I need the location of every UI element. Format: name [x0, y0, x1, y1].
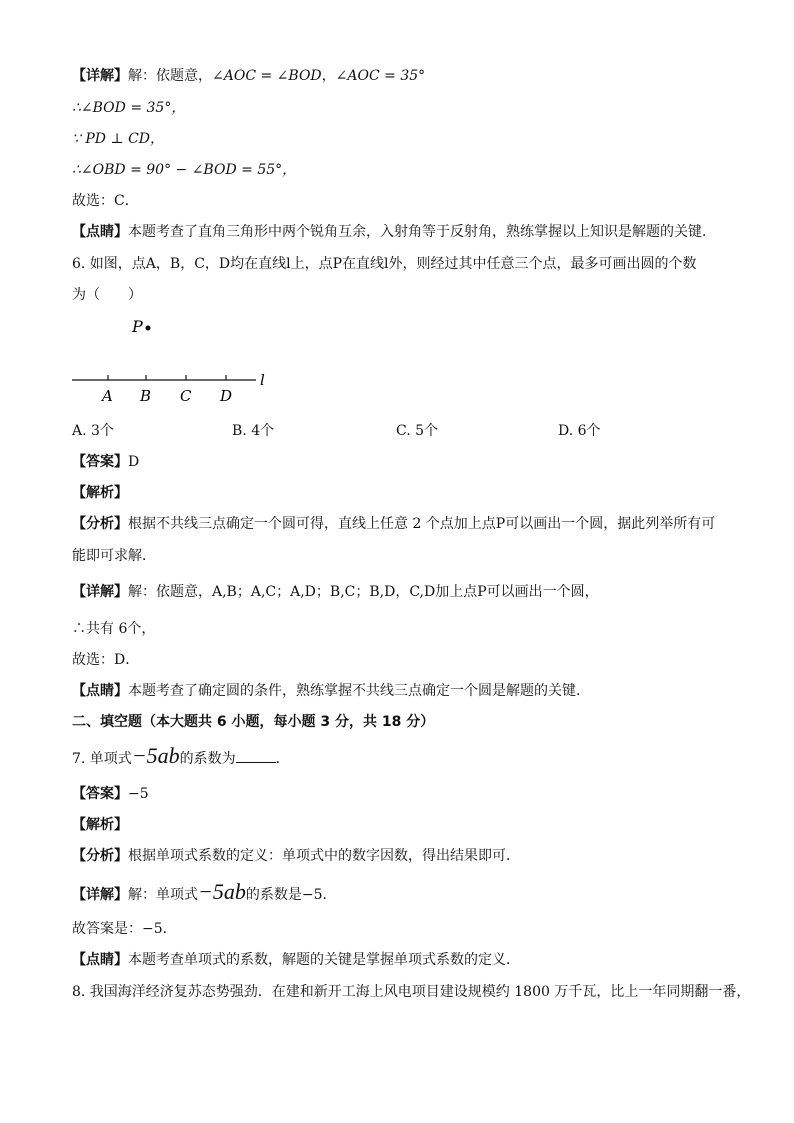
q6-choice: 故选：D．: [72, 652, 140, 668]
q8-stem-line-1: 8. 我国海洋经济复苏态势强劲．在建和新开工海上风电项目建设规模约 1800 万千瓦，比上一年同期翻一番，: [72, 984, 751, 1000]
detail-tag: 【详解】: [72, 68, 128, 84]
answer-blank: [236, 748, 276, 763]
label-d: D: [220, 387, 233, 405]
label-a: A: [102, 387, 113, 405]
q5-choice: 故选：C．: [72, 193, 139, 209]
point-p-label: P: [132, 317, 143, 336]
q7-detail-line: 【详解】解：单项式−5ab的系数是−5．: [72, 879, 337, 904]
label-c: C: [180, 387, 192, 405]
section-heading: 二、填空题（本大题共 6 小题，每小题 3 分，共 18 分）: [72, 714, 435, 730]
q7-answer-line: 【答案】−5: [72, 786, 149, 802]
q6-fenxi-line-1: 【分析】根据不共线三点确定一个圆可得，直线上任意 2 个点加上点P可以画出一个圆，据此列举所有可: [72, 516, 716, 532]
q7-point-line: 【点睛】本题考查单项式的系数，解题的关键是掌握单项式系数的定义．: [72, 952, 520, 968]
q6-total: ∴共有 6个，: [72, 621, 156, 637]
q5-step-4: ∴∠OBD = 90° − ∠BOD = 55°，: [72, 162, 297, 178]
point-p-dot: [146, 326, 151, 331]
line-l-label: l: [260, 371, 265, 389]
q6-detail-line: 【详解】解：依题意，A,B；A,C；A,D；B,C；B,D，C,D加上点P可以画出一个圆，: [72, 584, 599, 600]
q6-figure: [60, 312, 290, 412]
q6-fenxi-line-2: 能即可求解．: [72, 548, 156, 564]
q6-stem-line-2: 为（ ）: [72, 287, 142, 303]
q5-step-2: ∴∠BOD = 35°，: [72, 100, 186, 116]
q6-point-line: 【点睛】本题考查了确定圆的条件，熟练掌握不共线三点确定一个圆是解题的关键．: [72, 683, 590, 699]
q7-fenxi-line: 【分析】根据单项式系数的定义：单项式中的数字因数，得出结果即可．: [72, 848, 520, 864]
q6-stem-line-1: 6. 如图，点A，B，C，D均在直线l上，点P在直线l外，则经过其中任意三个点，最多可画出圆的个数: [72, 256, 697, 272]
q6-answer-line: 【答案】D: [72, 454, 140, 470]
point-tag: 【点睛】: [72, 224, 128, 240]
q5-step-3: ∵ PD ⊥ CD，: [72, 131, 165, 147]
q5-point-line: 【点睛】本题考查了直角三角形中两个锐角互余，入射角等于反射角，熟练掌握以上知识是解题的关键．: [72, 224, 716, 240]
q7-result: 故答案是：−5．: [72, 921, 177, 937]
q7-expression: −5ab: [131, 743, 180, 768]
q6-option-c: C. 5个: [396, 423, 439, 439]
q6-option-b: B. 4个: [232, 423, 275, 439]
q7-stem: 7. 单项式−5ab的系数为 ．: [72, 743, 290, 768]
q6-option-d: D. 6个: [558, 423, 601, 439]
q5-detail-line: 【详解】解：依题意，∠AOC = ∠BOD，∠AOC = 35°: [72, 68, 426, 84]
q7-analysis-tag: 【解析】: [72, 817, 128, 833]
q6-option-a: A. 3个: [72, 423, 114, 439]
label-b: B: [140, 387, 152, 405]
q6-analysis-tag: 【解析】: [72, 485, 128, 501]
